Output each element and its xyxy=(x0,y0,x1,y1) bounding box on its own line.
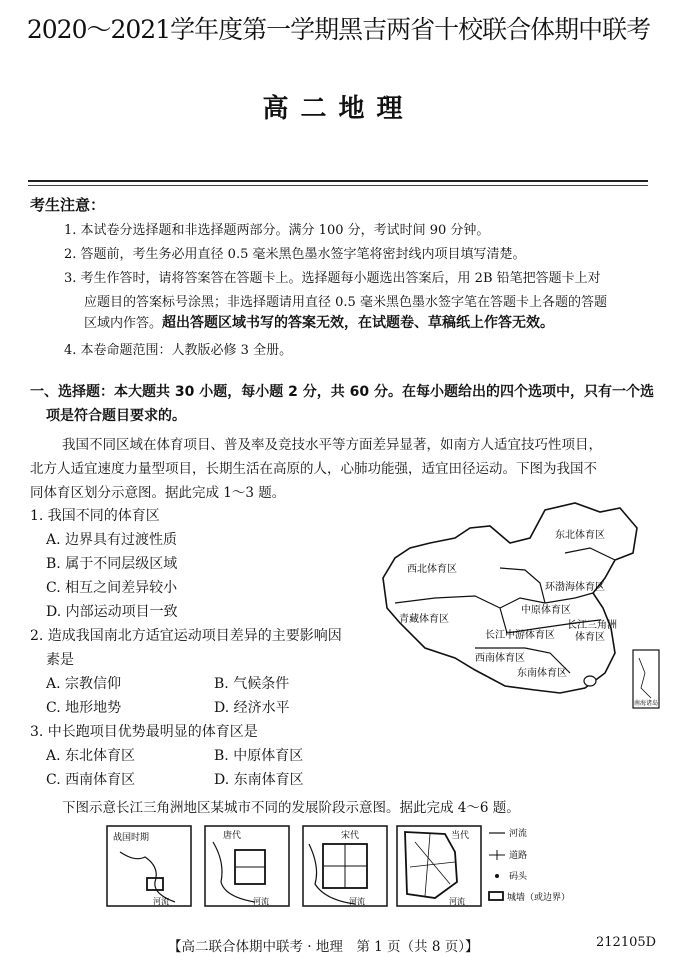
panel-4-title: 当代 xyxy=(451,831,470,841)
intro-line-3: 同体育区划分示意图。据此完成 1～3 题。 xyxy=(30,485,286,501)
question-3-option-b: B. 中原体育区 xyxy=(214,748,304,764)
exam-code: 212105D xyxy=(596,935,657,950)
hainan-island xyxy=(584,676,596,686)
notice-item-2: 2. 答题前，考生务必用直径 0.5 毫米黑色墨水签字笔将密封线内项目填写清楚。 xyxy=(64,247,526,262)
question-3-option-a: A. 东北体育区 xyxy=(46,748,136,764)
question-1-option-a: A. 边界具有过渡性质 xyxy=(46,532,178,548)
label-southwest: 西南体育区 xyxy=(475,653,525,664)
legend-wall: 城墙（或边界） xyxy=(507,893,571,903)
section-heading-1: 一、选择题：本大题共 30 小题，每小题 2 分，共 60 分。在每小题给出的四个选项中，只有一个选 xyxy=(30,384,654,400)
notice-bold-warning: 超出答题区域书写的答案无效，在试题卷、草稿纸上作答无效。 xyxy=(162,315,555,331)
panel-tang xyxy=(205,826,289,906)
city-development-diagram xyxy=(105,822,580,912)
question-2-option-d: D. 经济水平 xyxy=(214,700,290,716)
question-1-option-c: C. 相互之间差异较小 xyxy=(46,580,178,596)
notice-item-3-end xyxy=(84,312,554,332)
notice-item-3-tail: 区域内作答。 xyxy=(84,316,163,331)
china-sports-region-map xyxy=(375,498,665,714)
top-rule xyxy=(28,180,648,182)
notice-item-4: 4. 本卷命题范围：人教版必修 3 全册。 xyxy=(64,343,293,358)
subject-title: 高二地理 xyxy=(262,94,415,124)
question-1-stem: 1. 我国不同的体育区 xyxy=(30,508,160,524)
section-heading-2: 项是符合题目要求的。 xyxy=(46,408,186,424)
panel-1-title: 战国时期 xyxy=(113,833,150,843)
legend-wall-symbol xyxy=(489,892,503,900)
label-qingzang: 青藏体育区 xyxy=(399,614,449,625)
question-2-option-a: A. 宗教信仰 xyxy=(46,676,122,692)
label-changjiang-mid: 长江中游体育区 xyxy=(485,630,555,641)
panel-3-title: 宋代 xyxy=(341,831,360,841)
question-1-option-d: D. 内部运动项目一致 xyxy=(46,604,178,620)
label-changjiang-delta: 长江三角洲 xyxy=(567,620,617,631)
intro-line-1: 我国不同区域在体育项目、普及率及竞技水平等方面差异显著，如南方人适宜技巧性项目， xyxy=(62,437,602,453)
panel-2-title: 唐代 xyxy=(223,831,242,841)
panel-1-river-label: 河流 xyxy=(153,897,169,906)
question-3-option-d: D. 东南体育区 xyxy=(214,772,304,788)
question-2-stem-cont: 素是 xyxy=(46,652,74,668)
question-2-option-b: B. 气候条件 xyxy=(214,676,290,692)
panel-4-river-label: 河流 xyxy=(449,897,465,906)
panel-3-river-label: 河流 xyxy=(349,897,365,906)
legend-dock-symbol xyxy=(495,874,499,878)
exam-title: 2020～2021学年度第一学期黑吉两省十校联合体期中联考 xyxy=(26,15,651,44)
notice-item-3: 3. 考生作答时，请将答案答在答题卡上。选择题每小题选出答案后，用 2B 铅笔把答题卡上对 xyxy=(64,271,601,286)
legend-road: 道路 xyxy=(509,851,528,861)
label-inset: 南海诸岛 xyxy=(634,700,659,707)
notice-heading: 考生注意： xyxy=(30,196,106,214)
label-northeast: 东北体育区 xyxy=(555,530,605,541)
panel-2-river-label: 河流 xyxy=(253,897,269,906)
label-delta-suffix: 体育区 xyxy=(575,632,605,643)
notice-item-3-cont: 应题目的答案标号涂黑；非选择题请用直径 0.5 毫米黑色墨水签字笔在答题卡上各题的答题 xyxy=(84,295,607,310)
question-1-option-b: B. 属于不同层级区域 xyxy=(46,556,178,572)
label-zhongyuan: 中原体育区 xyxy=(521,605,571,616)
notice-item-1: 1. 本试卷分选择题和非选择题两部分。满分 100 分，考试时间 90 分钟。 xyxy=(64,223,490,238)
label-bohai: 环渤海体育区 xyxy=(545,582,605,593)
question-2-stem: 2. 造成我国南北方适宜运动项目差异的主要影响因 xyxy=(30,628,342,644)
question-3-stem: 3. 中长跑项目优势最明显的体育区是 xyxy=(30,724,258,740)
label-southeast: 东南体育区 xyxy=(517,668,567,679)
question-2-option-c: C. 地形地势 xyxy=(46,700,122,716)
label-northwest: 西北体育区 xyxy=(407,564,457,575)
question-3-option-c: C. 西南体育区 xyxy=(46,772,136,788)
legend-river: 河流 xyxy=(509,829,528,839)
page-footer: 【高二联合体期中联考 · 地理 第 1 页（共 8 页）】 xyxy=(168,939,479,955)
legend-dock: 码头 xyxy=(509,872,528,882)
top-rule-thin xyxy=(28,185,648,186)
intro-line-2: 北方人适宜速度力量型项目，长期生活在高原的人，心肺功能强，适宜田径运动。下图为我国不 xyxy=(30,461,597,477)
intro2-text: 下图示意长江三角洲地区某城市不同的发展阶段示意图。据此完成 4～6 题。 xyxy=(62,800,520,816)
